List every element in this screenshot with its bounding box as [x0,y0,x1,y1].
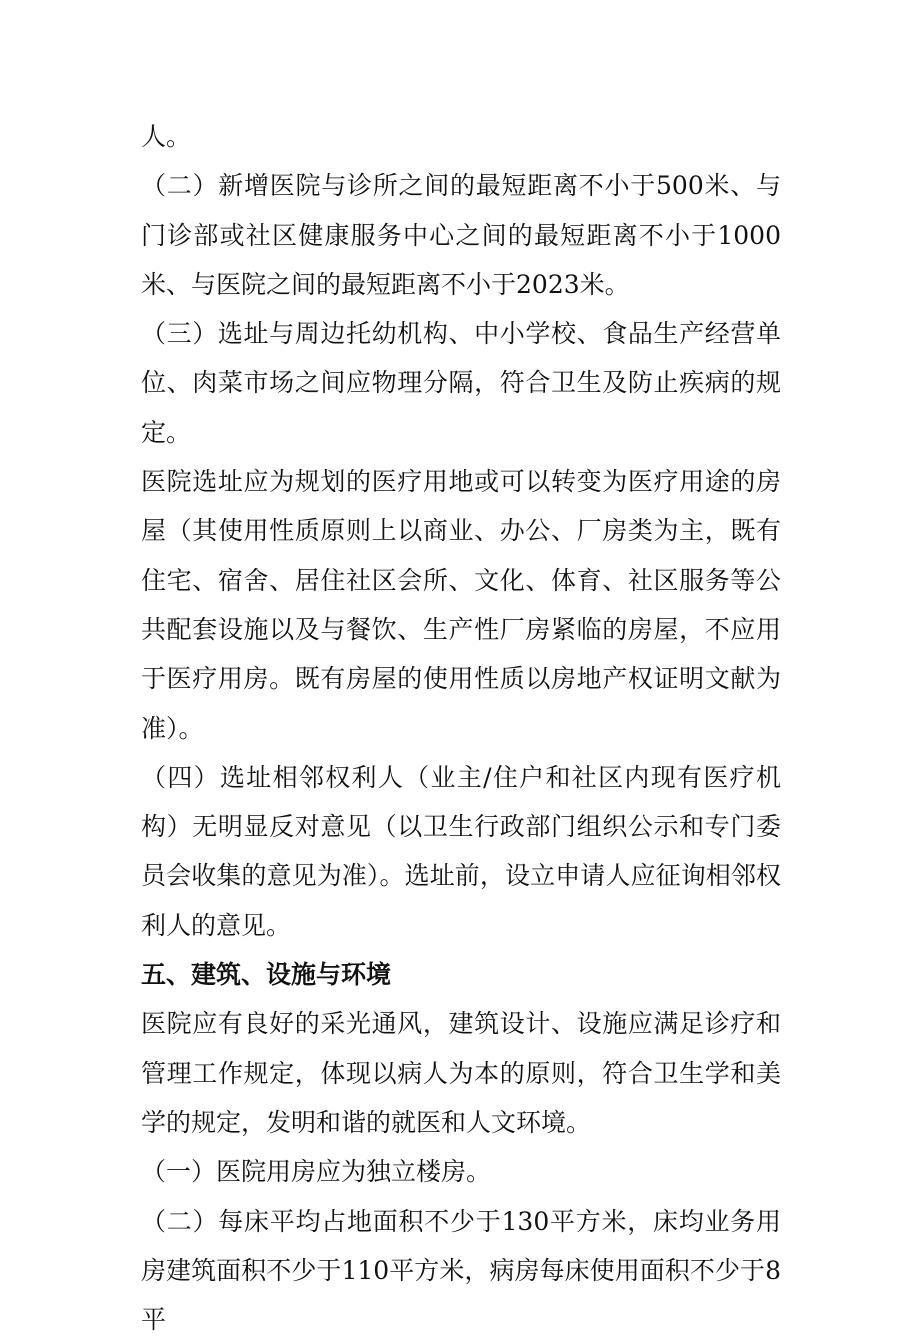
paragraph-area-per-bed: （二）每床平均占地面积不少于130平方米，床均业务用房建筑面积不少于110平方米，病房每床使用面积不少于8平 [141,1206,781,1335]
paragraph-neighbor-consent: （四）选址相邻权利人（业主/住户和社区内现有医疗机构）无明显反对意见（以卫生行政部门组织公示和专门委员会收集的意见为准）。选址前，设立申请人应征询相邻权利人的意见。 [141,762,781,940]
paragraph-continuation: 人。 [141,122,192,151]
paragraph-building-environment: 医院应有良好的采光通风，建筑设计、设施应满足诊疗和管理工作规定，体现以病人为本的原则，符合卫生学和美学的规定，发明和谐的就医和人文环境。 [141,1009,781,1137]
paragraph-independent-building: （一）医院用房应为独立楼房。 [141,1157,492,1187]
paragraph-distance-rule: （二）新增医院与诊所之间的最短距离不小于500米、与门诊部或社区健康服务中心之间的最短距离不小于1000米、与医院之间的最短距离不小于2023米。 [141,171,781,299]
section-heading: 五、建筑、设施与环境 [141,960,392,990]
paragraph-site-land-use: 医院选址应为规划的医疗用地或可以转变为医疗用途的房屋（其使用性质原则上以商业、办公、厂房类为主，既有住宅、宿舍、居住社区会所、文化、体育、社区服务等公共配套设施以及与餐饮、生产性厂房紧临的房屋，不应用于医疗用房。既有房屋的使用性质以房地产权证明文献为准）。 [141,467,781,743]
paragraph-separation-rule: （三）选址与周边托幼机构、中小学校、食品生产经营单位、肉菜市场之间应物理分隔，符合卫生及防止疾病的规定。 [141,319,781,447]
document-body [141,112,781,1344]
